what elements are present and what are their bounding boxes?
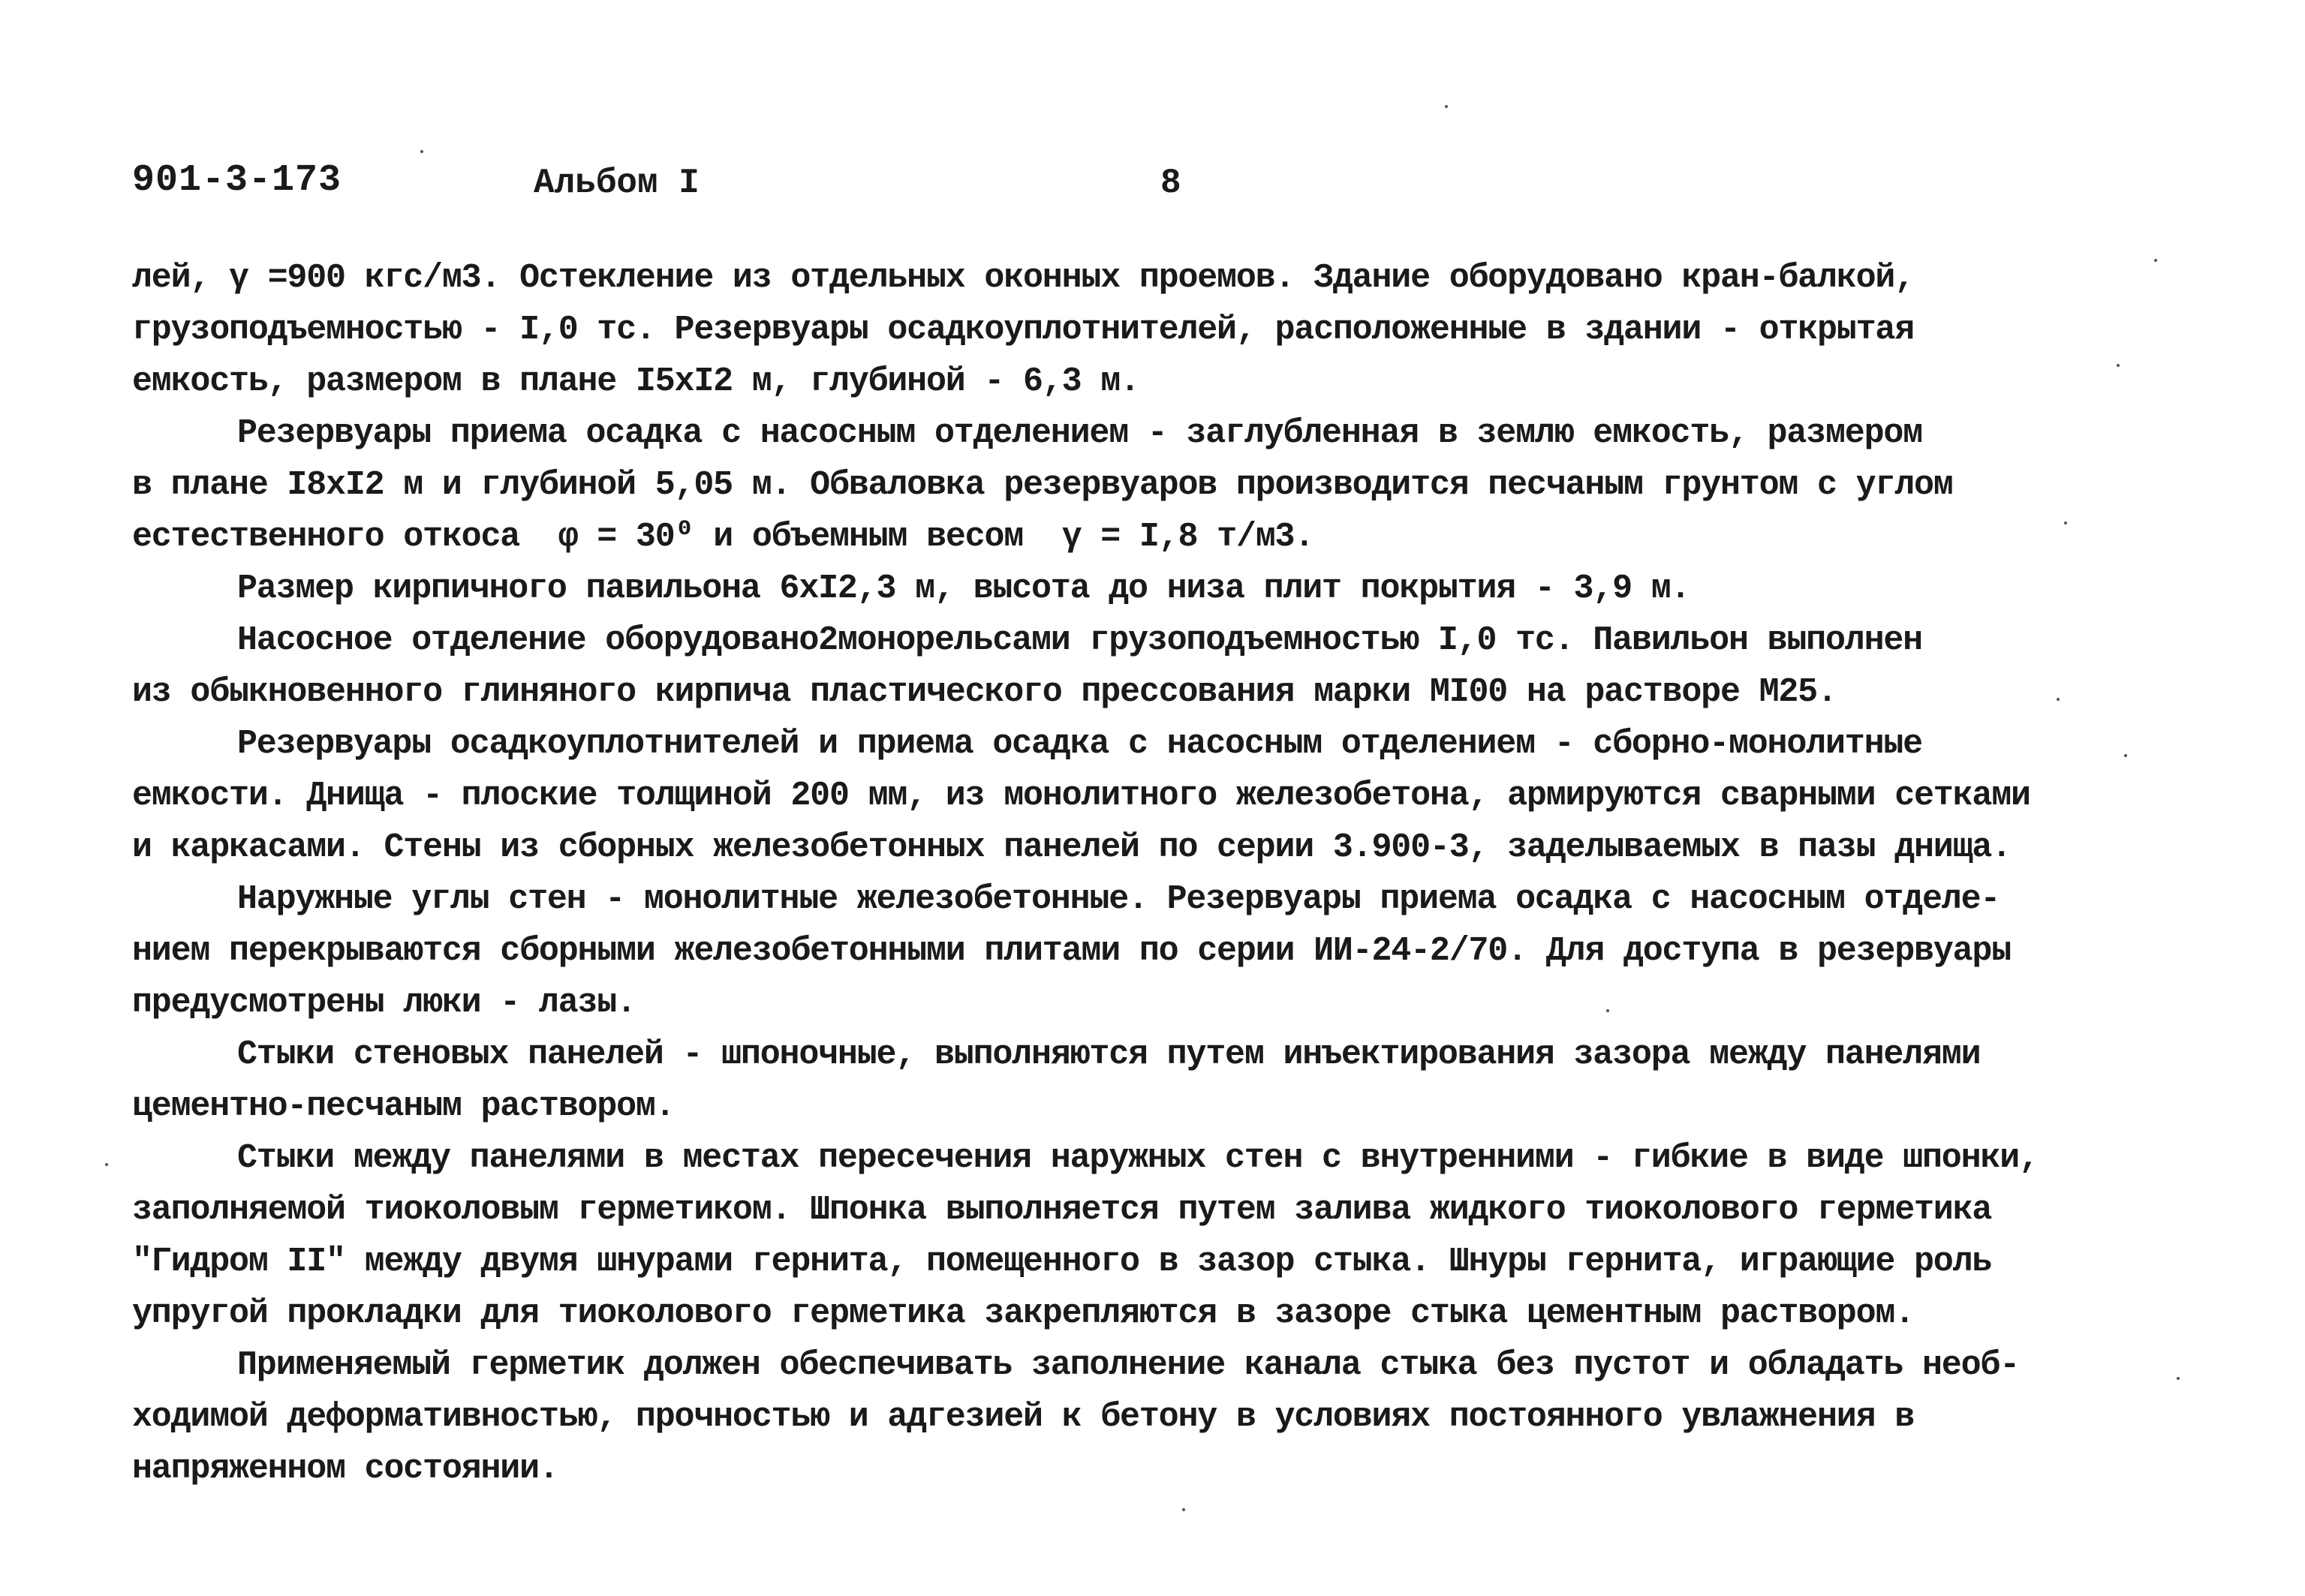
- text-line: емкости. Днища - плоские толщиной 200 мм, из монолитного железобетона, армируются сварными сетками: [132, 777, 2030, 815]
- scan-speck: [2124, 754, 2127, 757]
- text-line: Резервуары осадкоуплотнителей и приема осадка с насосным отделением - сборно-монолитные: [237, 725, 1922, 763]
- scan-speck: [1606, 1009, 1609, 1012]
- text-line: Стыки стеновых панелей - шпоночные, выполняются путем инъектирования зазора между панелями: [237, 1035, 1981, 1074]
- text-line: напряженном состоянии.: [132, 1450, 558, 1488]
- scan-speck: [105, 1163, 108, 1166]
- scan-speck: [1182, 1508, 1185, 1511]
- text-line: Наружные углы стен - монолитные железобетонные. Резервуары приема осадка с насосным отделе-: [237, 880, 2000, 918]
- text-line: ходимой деформативностью, прочностью и адгезией к бетону в условиях постоянного увлажнения в: [132, 1398, 1915, 1436]
- text-line: Применяемый герметик должен обеспечивать заполнение канала стыка без пустот и обладать необ-: [237, 1346, 2020, 1384]
- text-line: естественного откоса φ = 30⁰ и объемным весом γ = I,8 т/м3.: [132, 518, 1314, 556]
- body-text: [132, 252, 2192, 1495]
- document-code: 901-3-173: [132, 159, 342, 202]
- text-line: упругой прокладки для тиоколового герметика закрепляются в зазоре стыка цементным раствором.: [132, 1294, 1915, 1333]
- album-label: Альбом I: [534, 164, 700, 203]
- text-line: из обыкновенного глиняного кирпича пластического прессования марки MI00 на растворе M25.: [132, 673, 1837, 711]
- text-line: Стыки между панелями в местах пересечения наружных стен с внутренними - гибкие в виде шпонки,: [237, 1139, 2039, 1177]
- text-line: лей, γ =900 кгс/м3. Остекление из отдельных оконных проемов. Здание оборудовано кран-балкой,: [132, 259, 1915, 297]
- scan-speck: [2057, 698, 2060, 701]
- text-line: нием перекрываются сборными железобетонными плитами по серии ИИ-24-2/70. Для доступа в резервуары: [132, 932, 2012, 970]
- scan-speck: [2177, 1377, 2180, 1380]
- scan-speck: [2117, 364, 2120, 367]
- text-line: грузоподъемностью - I,0 тс. Резервуары осадкоуплотнителей, расположенные в здании - открытая: [132, 311, 1915, 349]
- text-line: в плане I8xI2 м и глубиной 5,05 м. Обваловка резервуаров производится песчаным грунтом с углом: [132, 466, 1953, 504]
- text-line: Резервуары приема осадка с насосным отделением - заглубленная в землю емкость, размером: [237, 414, 1922, 452]
- text-line: Размер кирпичного павильона 6xI2,3 м, высота до низа плит покрытия - 3,9 м.: [237, 570, 1690, 608]
- page-header: [132, 159, 2159, 212]
- text-line: Насосное отделение оборудовано2монорельсами грузоподъемностью I,0 тс. Павильон выполнен: [237, 621, 1922, 660]
- text-line: заполняемой тиоколовым герметиком. Шпонка выполняется путем залива жидкого тиоколового герметика: [132, 1191, 1992, 1229]
- scan-speck: [1445, 105, 1448, 108]
- text-line: и каркасами. Стены из сборных железобетонных панелей по серии 3.900-3, заделываемых в пазы днища.: [132, 828, 2012, 867]
- page-number: 8: [1160, 164, 1181, 203]
- scan-speck: [2154, 259, 2157, 262]
- scan-speck: [420, 150, 423, 153]
- text-line: "Гидром II" между двумя шнурами гернита, помещенного в зазор стыка. Шнуры гернита, играющие роль: [132, 1243, 1992, 1281]
- scan-speck: [2064, 521, 2067, 524]
- text-line: цементно-песчаным раствором.: [132, 1087, 675, 1126]
- text-line: емкость, размером в плане I5xI2 м, глубиной - 6,3 м.: [132, 362, 1139, 401]
- text-line: предусмотрены люки - лазы.: [132, 984, 636, 1022]
